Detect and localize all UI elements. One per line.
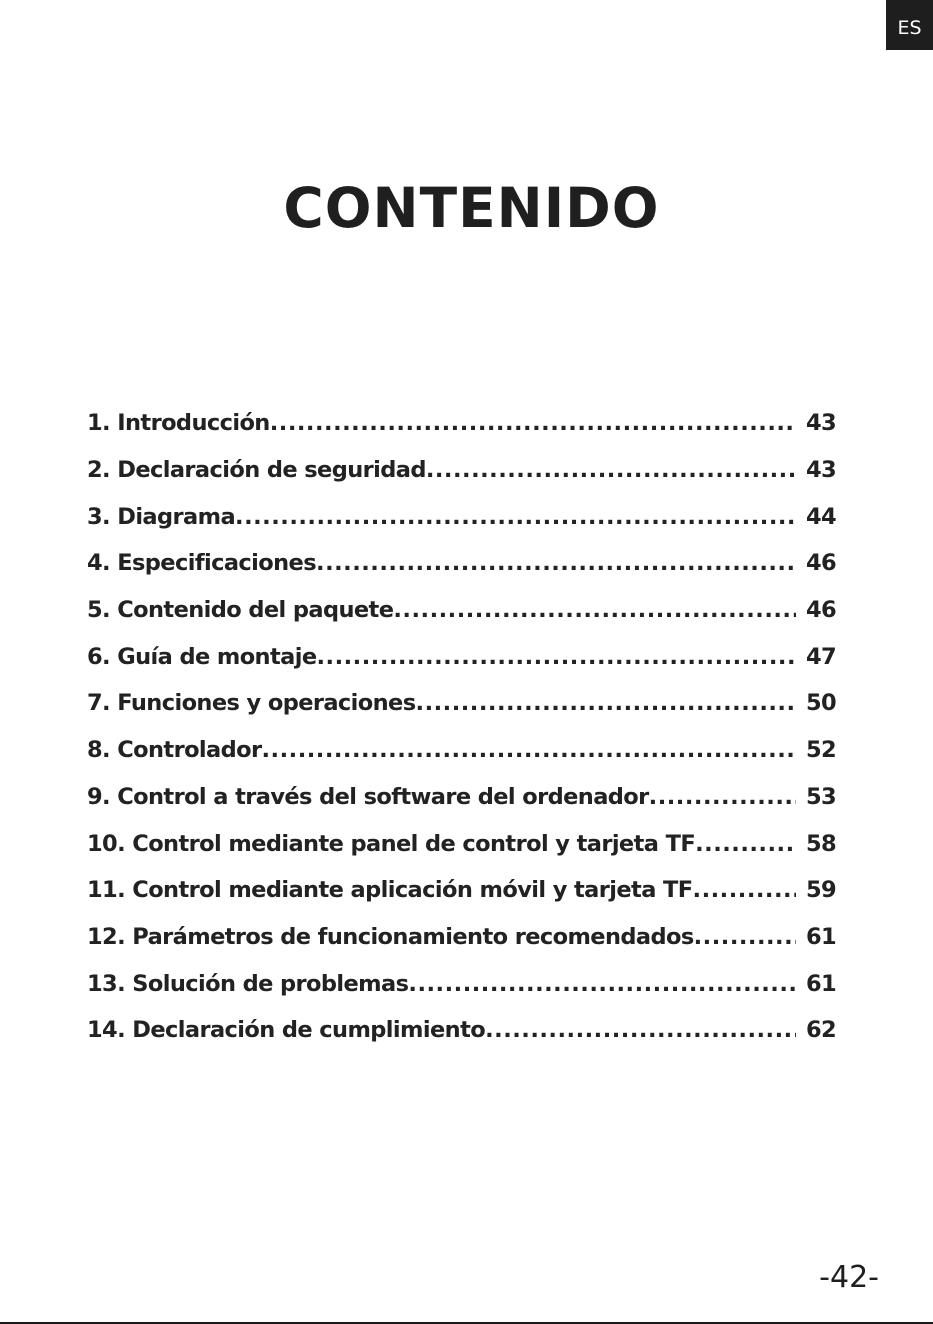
toc-leader-dots: [408, 971, 796, 997]
toc-entry-contenido-paquete[interactable]: [87, 587, 836, 634]
toc-entry-title: 10. Control mediante panel de control y tarjeta TF: [87, 830, 696, 857]
toc-entry-page: 62: [806, 1017, 836, 1044]
toc-leader-dots: [649, 784, 796, 810]
toc-entry-title: 12. Parámetros de funcionamiento recomendados: [87, 923, 694, 950]
toc-entry-title: 3. Diagrama: [87, 503, 236, 530]
toc-entry-page: 52: [806, 737, 836, 764]
toc-entry-title: 8. Controlador: [87, 737, 262, 764]
toc-entry-title: 6. Guía de montaje: [87, 643, 317, 670]
toc-leader-dots: [426, 457, 796, 483]
toc-entry-solucion-problemas[interactable]: [87, 960, 836, 1007]
toc-leader-dots: [393, 597, 796, 623]
toc-entry-page: 50: [806, 690, 836, 717]
toc-leader-dots: [316, 550, 796, 576]
toc-entry-page: 46: [806, 550, 836, 577]
toc-entry-declaracion-cumplimiento[interactable]: [87, 1007, 836, 1054]
toc-entry-page: 58: [806, 830, 836, 857]
language-tab: ES: [886, 0, 933, 50]
toc-entry-page: 61: [806, 923, 836, 950]
page-title: CONTENIDO: [283, 176, 660, 240]
toc-entry-title: 5. Contenido del paquete: [87, 597, 394, 624]
toc-entry-declaracion-seguridad[interactable]: [87, 447, 836, 494]
toc-leader-dots: [693, 877, 796, 903]
toc-entry-page: 43: [806, 410, 836, 437]
toc-entry-page: 61: [806, 970, 836, 997]
toc-entry-page: 47: [806, 643, 836, 670]
toc-entry-especificaciones[interactable]: [87, 540, 836, 587]
toc-leader-dots: [235, 504, 796, 530]
toc-entry-title: 13. Solución de problemas: [87, 970, 409, 997]
toc-entry-page: 59: [806, 877, 836, 904]
toc-entry-controlador[interactable]: [87, 727, 836, 774]
toc-entry-title: 1. Introducción: [87, 410, 270, 437]
toc-entry-page: 46: [806, 597, 836, 624]
toc-entry-control-panel-tarjeta[interactable]: [87, 820, 836, 867]
page-number: -42-: [819, 1260, 879, 1295]
toc-entry-title: 2. Declaración de seguridad: [87, 457, 426, 484]
toc-entry-control-app-tarjeta[interactable]: [87, 867, 836, 914]
toc-leader-dots: [695, 831, 796, 857]
toc-entry-title: 9. Control a través del software del ordenador: [87, 783, 649, 810]
toc-entry-title: 14. Declaración de cumplimiento: [87, 1017, 486, 1044]
toc-leader-dots: [262, 737, 797, 763]
table-of-contents: [87, 400, 836, 1054]
toc-leader-dots: [416, 690, 796, 716]
toc-entry-funciones-operaciones[interactable]: [87, 680, 836, 727]
toc-entry-page: 53: [806, 783, 836, 810]
toc-entry-parametros-funcionamiento[interactable]: [87, 914, 836, 961]
toc-entry-page: 43: [806, 457, 836, 484]
toc-entry-title: 4. Especificaciones: [87, 550, 317, 577]
toc-leader-dots: [270, 410, 796, 436]
toc-entry-page: 44: [806, 503, 836, 530]
toc-entry-introduccion[interactable]: [87, 400, 836, 447]
toc-entry-title: 7. Funciones y operaciones: [87, 690, 416, 717]
toc-entry-title: 11. Control mediante aplicación móvil y tarjeta TF: [87, 877, 693, 904]
toc-entry-guia-montaje[interactable]: [87, 633, 836, 680]
toc-entry-diagrama[interactable]: [87, 493, 836, 540]
toc-leader-dots: [485, 1017, 796, 1043]
toc-leader-dots: [316, 644, 796, 670]
toc-leader-dots: [694, 924, 796, 950]
toc-entry-control-software[interactable]: [87, 774, 836, 821]
